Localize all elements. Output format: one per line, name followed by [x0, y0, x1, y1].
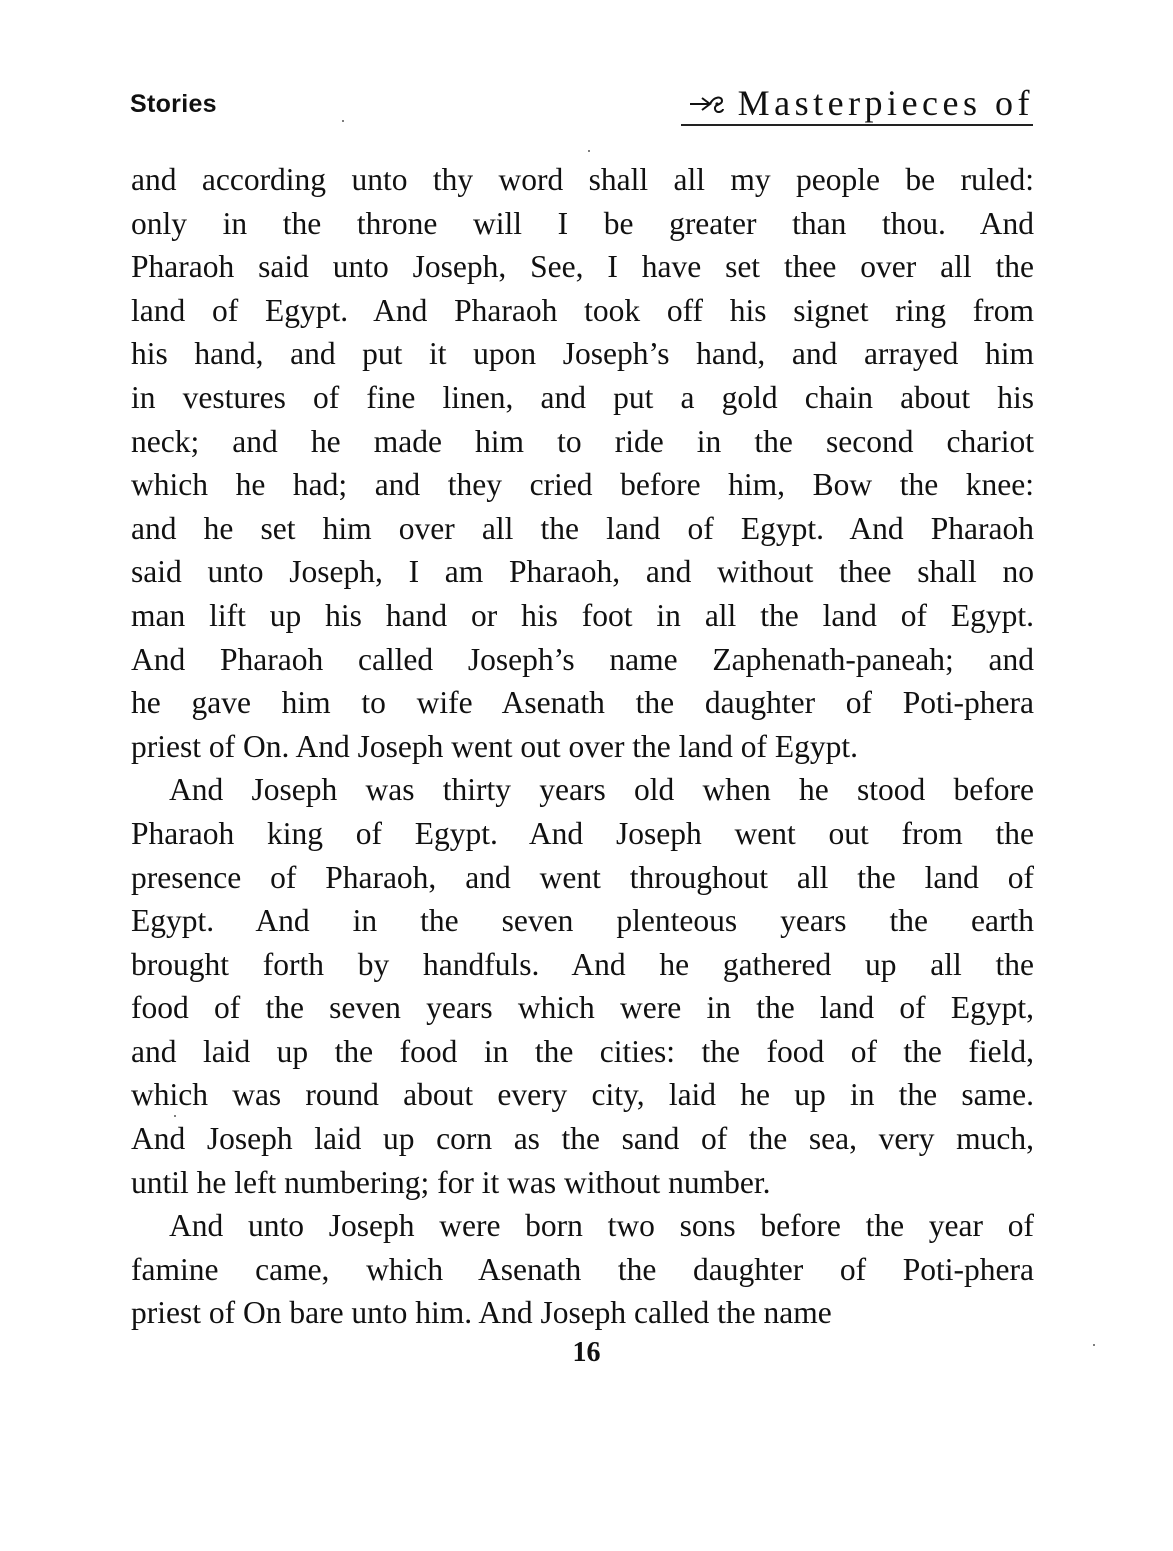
running-header	[130, 78, 1034, 128]
body-text	[131, 158, 1034, 1335]
print-speck	[1093, 1344, 1095, 1346]
text-line: neck; and he made him to ride in the second chariot	[131, 423, 1034, 459]
text-line: priest of On bare unto him. And Joseph called the name	[131, 1295, 832, 1331]
text-line: food of the seven years which were in the land of Egypt,	[131, 990, 1034, 1026]
text-line: land of Egypt. And Pharaoh took off his signet ring from	[131, 292, 1034, 328]
text-line: and laid up the food in the cities: the food of the field,	[131, 1033, 1034, 1069]
text-line: said unto Joseph, I am Pharaoh, and without thee shall no	[131, 554, 1034, 590]
text-line: his hand, and put it upon Joseph’s hand, and arrayed him	[131, 336, 1034, 372]
text-line: he gave him to wife Asenath the daughter of Poti-phera	[131, 685, 1034, 721]
paragraph	[131, 1204, 1034, 1335]
text-line: only in the throne will I be greater than thou. And	[131, 205, 1034, 241]
text-line: and he set him over all the land of Egypt. And Pharaoh	[131, 510, 1034, 546]
paragraph	[131, 158, 1034, 768]
text-line: And Joseph laid up corn as the sand of the sea, very much,	[131, 1121, 1034, 1157]
text-line: Egypt. And in the seven plenteous years the earth	[131, 903, 1034, 939]
text-line: Pharaoh king of Egypt. And Joseph went out from the	[131, 815, 1034, 851]
text-line: And unto Joseph were born two sons before the year of	[169, 1208, 1034, 1244]
header-rule	[681, 124, 1033, 126]
text-line: priest of On. And Joseph went out over the land of Egypt.	[131, 728, 859, 764]
print-speck	[342, 120, 344, 122]
running-title-group	[688, 78, 1034, 128]
text-line: presence of Pharaoh, and went throughout all the land of	[131, 859, 1034, 895]
text-line: man lift up his hand or his foot in all the land of Egypt.	[131, 597, 1034, 633]
paragraph	[131, 768, 1034, 1204]
text-line: in vestures of fine linen, and put a gold chain about his	[131, 379, 1034, 415]
text-line: And Pharaoh called Joseph’s name Zaphenath-paneah; and	[131, 641, 1034, 677]
text-line: and according unto thy word shall all my people be ruled:	[131, 162, 1034, 197]
running-title: Masterpieces of	[737, 83, 1034, 123]
text-line: until he left numbering; for it was without number.	[131, 1164, 771, 1200]
text-line: And Joseph was thirty years old when he stood before	[169, 772, 1034, 808]
text-line: which he had; and they cried before him, Bow the knee:	[131, 467, 1034, 503]
text-line: brought forth by handfuls. And he gathered up all the	[131, 946, 1034, 982]
text-line: famine came, which Asenath the daughter of Poti-phera	[131, 1251, 1034, 1287]
section-label: Stories	[130, 90, 217, 118]
print-speck	[174, 1115, 176, 1117]
page-number: 16	[572, 1337, 601, 1368]
text-line: which was round about every city, laid he up in the same.	[131, 1077, 1034, 1113]
print-speck	[588, 150, 590, 152]
pointing-arrow-ornament-icon	[688, 90, 726, 116]
text-line: Pharaoh said unto Joseph, See, I have set thee over all the	[131, 249, 1034, 285]
